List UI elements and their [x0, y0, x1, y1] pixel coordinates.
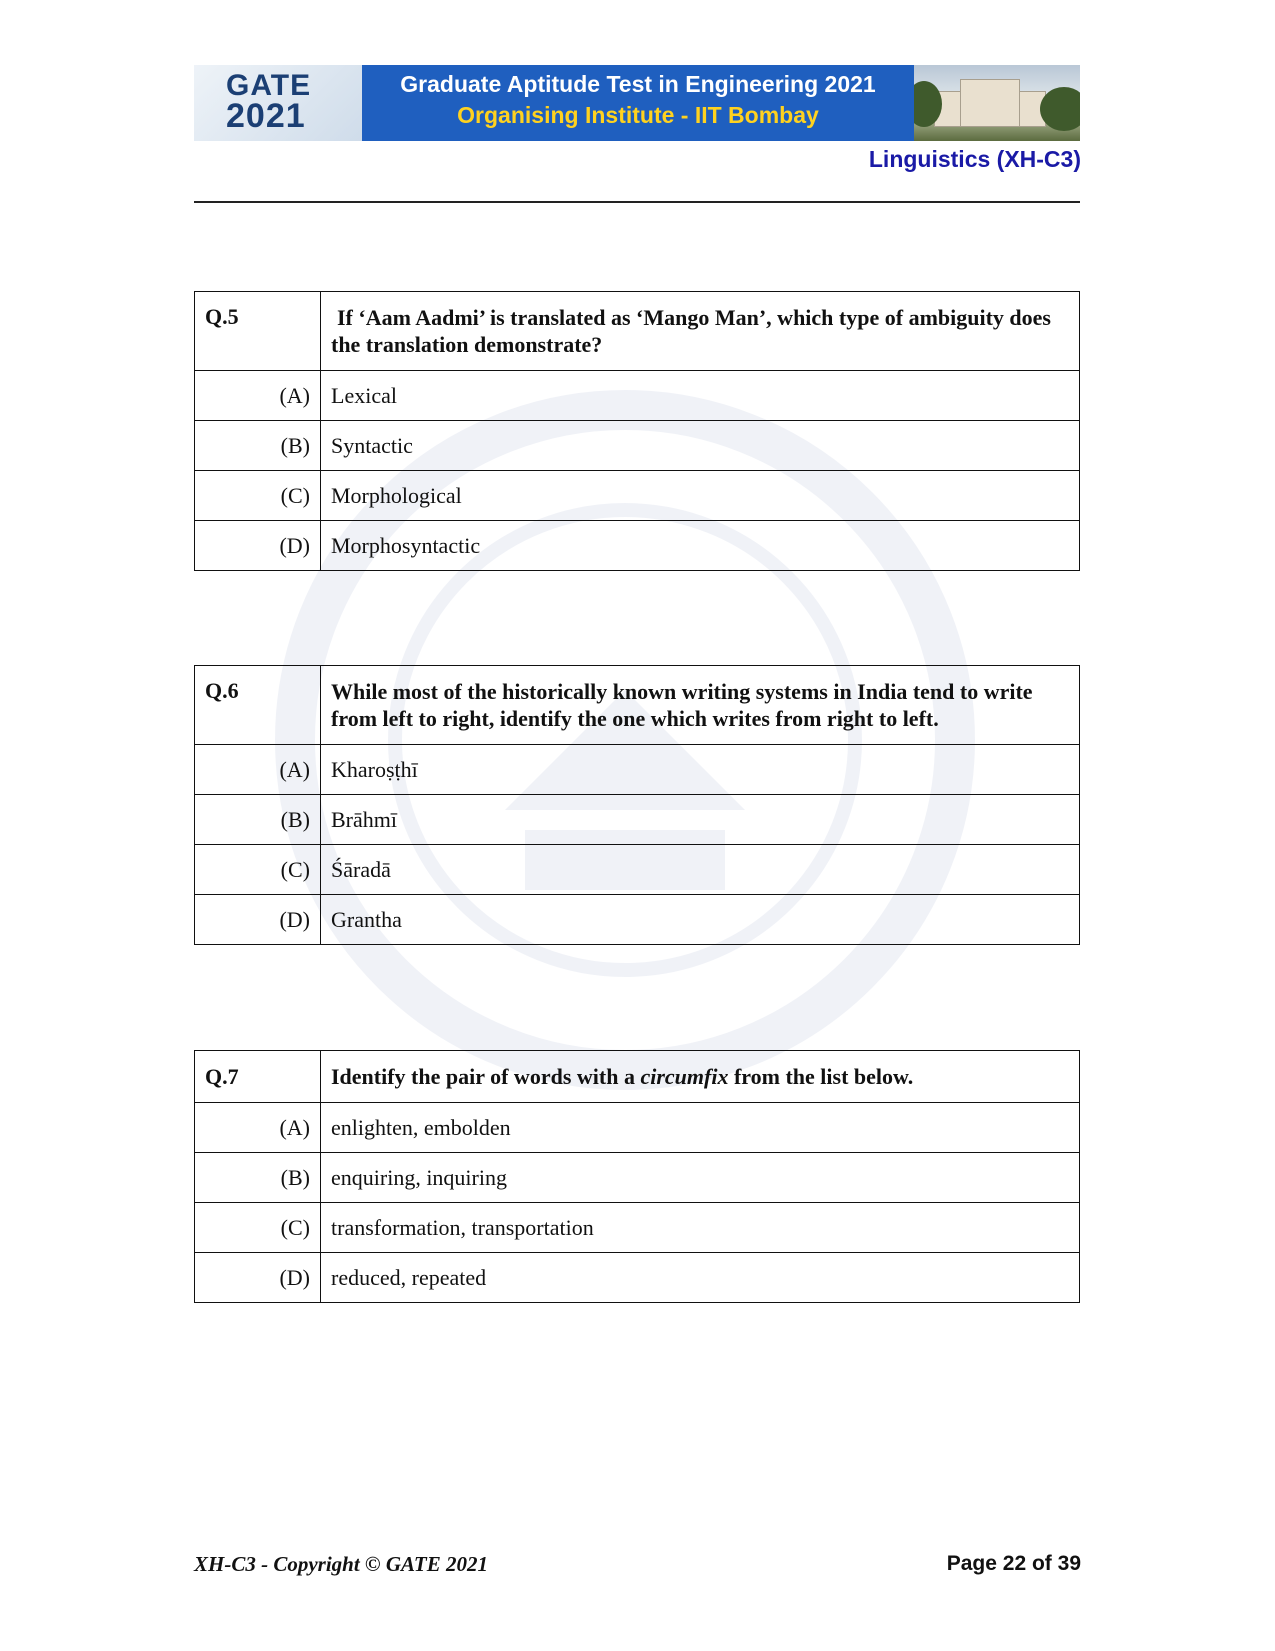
logo-gate-text: GATE — [226, 69, 312, 102]
option-text: Morphosyntactic — [321, 521, 1080, 571]
question-number: Q.5 — [195, 292, 321, 371]
option-label: (B) — [195, 421, 321, 471]
banner-subtitle: Organising Institute - IIT Bombay — [457, 102, 819, 128]
option-label: (B) — [195, 795, 321, 845]
logo-year-text: 2021 — [226, 97, 306, 135]
question-table-q7 — [194, 1050, 1080, 1303]
question-text-before: Identify the pair of words with a — [331, 1064, 641, 1089]
option-label: (A) — [195, 371, 321, 421]
question-text: While most of the historically known writing systems in India tend to write from left to right, identify the one which writes from right to left. — [321, 666, 1080, 745]
banner-title-block — [362, 65, 914, 141]
option-text: Kharoṣṭhī — [321, 745, 1080, 795]
option-text: Lexical — [321, 371, 1080, 421]
question-text — [321, 1051, 1080, 1103]
option-label: (C) — [195, 1203, 321, 1253]
page-current: 22 — [1002, 1552, 1027, 1575]
question-text-content: If ‘Aam Aadmi’ is translated as ‘Mango Man’, which type of ambiguity does the translation demonstrate? — [331, 305, 1051, 357]
option-text: enquiring, inquiring — [321, 1153, 1080, 1203]
page-total: 39 — [1057, 1552, 1081, 1575]
option-label: (A) — [195, 1103, 321, 1153]
option-label: (C) — [195, 845, 321, 895]
option-label: (C) — [195, 471, 321, 521]
option-label: (A) — [195, 745, 321, 795]
campus-photo — [914, 65, 1080, 141]
option-text: Syntactic — [321, 421, 1080, 471]
question-text-italic: circumfix — [640, 1064, 729, 1089]
question-table-q5 — [194, 291, 1080, 571]
page-middle: of — [1026, 1552, 1058, 1575]
option-text: Brāhmī — [321, 795, 1080, 845]
banner-title: Graduate Aptitude Test in Engineering 2021 — [400, 71, 876, 97]
question-text — [321, 292, 1080, 371]
option-label: (B) — [195, 1153, 321, 1203]
option-text: Morphological — [321, 471, 1080, 521]
question-number: Q.6 — [195, 666, 321, 745]
question-text-after: from the list below. — [728, 1064, 914, 1089]
option-label: (D) — [195, 1253, 321, 1303]
option-label: (D) — [195, 895, 321, 945]
option-label: (D) — [195, 521, 321, 571]
option-text: enlighten, embolden — [321, 1103, 1080, 1153]
option-text: transformation, transportation — [321, 1203, 1080, 1253]
option-text: reduced, repeated — [321, 1253, 1080, 1303]
footer-page-number — [947, 1552, 1081, 1576]
option-text: Grantha — [321, 895, 1080, 945]
page-prefix: Page — [946, 1552, 1003, 1575]
gate-logo — [194, 65, 362, 141]
question-table-q6 — [194, 665, 1080, 945]
footer-copyright: XH-C3 - Copyright © GATE 2021 — [194, 1552, 488, 1576]
option-text: Śāradā — [321, 845, 1080, 895]
question-number: Q.7 — [195, 1051, 321, 1103]
header-divider — [194, 201, 1080, 203]
header-banner — [194, 65, 1080, 141]
subject-title: Linguistics (XH-C3) — [868, 146, 1081, 172]
